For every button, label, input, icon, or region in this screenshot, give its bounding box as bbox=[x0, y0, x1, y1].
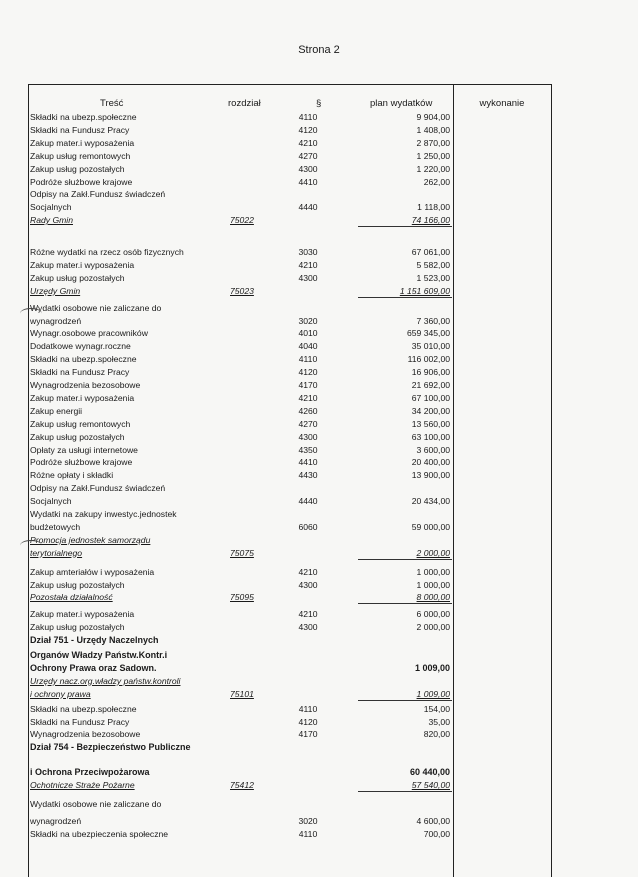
table-row bbox=[28, 521, 552, 534]
row-description: Zakup amteriałów i wyposażenia bbox=[30, 566, 155, 577]
row-plan-amount: 3 600,00 bbox=[416, 444, 450, 455]
row-plan-amount: 9 904,00 bbox=[416, 112, 450, 122]
row-paragraph: 4270 bbox=[298, 150, 318, 161]
row-paragraph: 4430 bbox=[298, 470, 318, 481]
row-chapter: 75412 bbox=[230, 780, 254, 791]
row-description: Ochrony Prawa oraz Sadown. bbox=[30, 662, 157, 673]
punch-hole-mark bbox=[20, 308, 42, 319]
table-row bbox=[28, 815, 552, 828]
row-plan-amount: 262,00 bbox=[423, 176, 450, 187]
row-paragraph: 3020 bbox=[298, 315, 318, 326]
row-plan-amount: 659 345,00 bbox=[406, 328, 450, 339]
row-plan-amount: 1 408,00 bbox=[416, 124, 450, 135]
row-plan-amount: 820,00 bbox=[423, 729, 450, 740]
row-plan-amount: 116 002,00 bbox=[407, 354, 450, 365]
row-description: Zakup usług pozostałych bbox=[30, 579, 125, 590]
table-row bbox=[28, 469, 552, 482]
row-description: Socjalnych bbox=[30, 202, 72, 213]
row-paragraph: 4110 bbox=[298, 703, 318, 714]
punch-hole-mark bbox=[20, 540, 42, 551]
row-paragraph: 4120 bbox=[298, 124, 318, 135]
header-execution: wykonanie bbox=[479, 98, 525, 109]
row-description: Opłaty za usługi internetowe bbox=[30, 444, 138, 455]
table-row bbox=[28, 201, 552, 214]
row-plan-amount: 1 000,00 bbox=[416, 579, 450, 590]
row-paragraph: 4120 bbox=[298, 367, 318, 378]
row-description: Dział 751 - Urzędy Naczelnych bbox=[30, 635, 159, 646]
header-chapter: rozdział bbox=[228, 98, 261, 109]
row-description: Urzędy nacz.org.władzy państw.kontroli bbox=[30, 675, 181, 686]
row-description: Zakup usług pozostałych bbox=[30, 272, 125, 283]
row-plan-amount: 13 900,00 bbox=[411, 470, 450, 481]
row-description: Składki na ubezp.społeczne bbox=[30, 703, 137, 714]
subtotal-underline bbox=[358, 226, 452, 227]
row-description: Składki na ubezpieczenia społeczne bbox=[30, 828, 169, 839]
row-description: i Ochrona Przeciwpożarowa bbox=[30, 767, 150, 778]
table-row bbox=[28, 608, 552, 621]
table-row bbox=[28, 508, 552, 521]
row-description: Zakup mater.i wyposażenia bbox=[30, 137, 135, 148]
row-description: Składki na Fundusz Pracy bbox=[30, 367, 130, 378]
table-row bbox=[28, 579, 552, 592]
row-description: Zakup mater.i wyposażenia bbox=[30, 609, 135, 620]
row-description: Zakup energii bbox=[30, 405, 83, 416]
table-row bbox=[28, 482, 552, 495]
row-paragraph: 4440 bbox=[298, 202, 318, 213]
row-paragraph: 4210 bbox=[298, 259, 318, 270]
table-row bbox=[28, 703, 552, 716]
table-row bbox=[28, 111, 552, 124]
table-row bbox=[28, 456, 552, 469]
row-paragraph: 4170 bbox=[298, 380, 318, 390]
table-row bbox=[28, 302, 552, 315]
row-plan-amount: 74 166,00 bbox=[411, 215, 450, 226]
table-row bbox=[28, 405, 552, 418]
row-plan-amount: 35 010,00 bbox=[411, 341, 450, 352]
table-row bbox=[28, 766, 552, 779]
row-description: Zakup usług pozostałych bbox=[30, 431, 125, 442]
row-description: Wynagrodzenia bezosobowe bbox=[30, 729, 141, 740]
row-plan-amount: 1 250,00 bbox=[416, 150, 450, 161]
header-plan: plan wydatków bbox=[370, 98, 433, 109]
row-paragraph: 3030 bbox=[298, 247, 318, 257]
row-description: Urzędy Gmin bbox=[30, 285, 81, 296]
table-row bbox=[28, 534, 552, 547]
row-description: Zakup usług remontowych bbox=[30, 150, 131, 161]
table-row bbox=[28, 649, 552, 662]
row-paragraph: 4410 bbox=[298, 176, 318, 187]
row-plan-amount: 2 870,00 bbox=[416, 137, 450, 148]
row-plan-amount: 67 100,00 bbox=[411, 392, 450, 403]
row-description: Ochotnicze Straże Pożarne bbox=[30, 780, 135, 791]
row-description: terytorialnego bbox=[30, 547, 83, 558]
row-description: Zakup mater.i wyposażenia bbox=[30, 392, 135, 403]
row-description: Różne wydatki na rzecz osób fizycznych bbox=[30, 247, 184, 257]
row-paragraph: 4110 bbox=[298, 112, 318, 122]
row-plan-amount: 13 560,00 bbox=[411, 418, 450, 429]
row-paragraph: 4440 bbox=[298, 496, 318, 507]
subtotal-underline bbox=[358, 791, 452, 792]
row-description: Wydatki osobowe nie zaliczane do bbox=[30, 302, 162, 313]
table-row bbox=[28, 353, 552, 366]
row-description: Podróże służbowe krajowe bbox=[30, 176, 133, 187]
subtotal-underline bbox=[358, 297, 452, 298]
row-plan-amount: 6 000,00 bbox=[416, 609, 450, 620]
table-row bbox=[28, 634, 552, 647]
table-row bbox=[28, 379, 552, 392]
row-description: Składki na Fundusz Pracy bbox=[30, 716, 130, 727]
table-row bbox=[28, 662, 552, 675]
table-row bbox=[28, 259, 552, 272]
row-paragraph: 4110 bbox=[298, 828, 318, 839]
row-plan-amount: 1 118,00 bbox=[417, 202, 450, 213]
row-description: Promocja jednostek samorządu bbox=[30, 534, 151, 545]
row-plan-amount: 21 692,00 bbox=[411, 380, 450, 390]
row-paragraph: 4300 bbox=[298, 431, 318, 442]
table-row bbox=[28, 828, 552, 841]
table-row bbox=[28, 176, 552, 189]
row-paragraph: 4300 bbox=[298, 579, 318, 590]
table-row bbox=[28, 716, 552, 729]
row-description: Składki na Fundusz Pracy bbox=[30, 124, 130, 135]
row-description: Socjalnych bbox=[30, 496, 72, 507]
row-plan-amount: 7 360,00 bbox=[416, 315, 450, 326]
row-paragraph: 4270 bbox=[298, 418, 318, 429]
row-description: Pozostała działalność bbox=[30, 592, 113, 603]
table-row bbox=[28, 418, 552, 431]
row-chapter: 75101 bbox=[230, 688, 254, 699]
row-plan-amount: 1 523,00 bbox=[416, 272, 450, 283]
row-plan-amount: 16 906,00 bbox=[411, 367, 450, 378]
row-plan-amount: 59 000,00 bbox=[411, 521, 450, 532]
row-description: Wynagrodzenia bezosobowe bbox=[30, 380, 141, 390]
header-paragraph: § bbox=[316, 98, 322, 109]
row-description: Wydatki na zakupy inwestyc.jednostek bbox=[30, 509, 177, 519]
row-description: Składki na ubezp.społeczne bbox=[30, 112, 137, 122]
subtotal-underline bbox=[358, 559, 452, 560]
row-plan-amount: 1 220,00 bbox=[416, 163, 450, 174]
row-description: i ochrony prawa bbox=[30, 688, 91, 699]
row-description: Zakup usług pozostałych bbox=[30, 163, 125, 174]
row-paragraph: 4120 bbox=[298, 716, 318, 727]
table-row bbox=[28, 547, 552, 560]
row-plan-amount: 1 151 609,00 bbox=[399, 285, 450, 296]
table-row bbox=[28, 741, 552, 754]
row-description: Składki na ubezp.społeczne bbox=[30, 354, 137, 365]
row-paragraph: 4210 bbox=[298, 137, 318, 148]
row-description: Rady Gmin bbox=[30, 215, 73, 226]
table-row bbox=[28, 728, 552, 741]
table-top-border bbox=[28, 84, 552, 85]
row-paragraph: 4210 bbox=[298, 566, 318, 577]
row-plan-amount: 1 009,00 bbox=[414, 662, 450, 673]
row-description: wynagrodzeń bbox=[30, 315, 82, 326]
table-row bbox=[28, 392, 552, 405]
table-row bbox=[28, 621, 552, 634]
row-paragraph: 4210 bbox=[298, 609, 318, 620]
row-description: Różne opłaty i składki bbox=[30, 470, 114, 481]
row-paragraph: 4210 bbox=[298, 392, 318, 403]
table-row bbox=[28, 591, 552, 604]
row-paragraph: 4260 bbox=[298, 405, 318, 416]
row-description: Organów Władzy Państw.Kontr.i bbox=[30, 650, 168, 660]
table-row bbox=[28, 124, 552, 137]
row-plan-amount: 63 100,00 bbox=[411, 431, 450, 442]
expense-table bbox=[28, 84, 552, 877]
row-paragraph: 6060 bbox=[298, 521, 318, 532]
row-plan-amount: 67 061,00 bbox=[411, 247, 450, 257]
table-row bbox=[28, 688, 552, 701]
table-row bbox=[28, 566, 552, 579]
row-paragraph: 4350 bbox=[298, 444, 318, 455]
row-paragraph: 4410 bbox=[298, 457, 318, 468]
row-plan-amount: 35,00 bbox=[428, 716, 450, 727]
row-paragraph: 3020 bbox=[298, 815, 318, 826]
header-desc: Treść bbox=[100, 98, 124, 109]
row-chapter: 75023 bbox=[230, 285, 254, 296]
table-row bbox=[28, 137, 552, 150]
table-row bbox=[28, 315, 552, 328]
row-chapter: 75022 bbox=[230, 215, 254, 226]
row-plan-amount: 20 434,00 bbox=[411, 496, 450, 507]
subtotal-underline bbox=[358, 700, 452, 701]
row-description: Odpisy na Zakł.Fundusz świadczeń bbox=[30, 483, 166, 494]
row-paragraph: 4300 bbox=[298, 622, 318, 633]
row-description: wynagrodzeń bbox=[30, 815, 82, 826]
row-description: Dział 754 - Bezpieczeństwo Publiczne bbox=[30, 742, 191, 753]
table-row bbox=[28, 188, 552, 201]
row-description: Wydatki osobowe nie zaliczane do bbox=[30, 799, 162, 809]
table-row bbox=[28, 233, 552, 246]
row-paragraph: 4010 bbox=[298, 328, 318, 339]
table-row bbox=[28, 779, 552, 792]
table-row bbox=[28, 675, 552, 688]
page-number: Strona 2 bbox=[298, 44, 340, 56]
row-description: Zakup usług remontowych bbox=[30, 418, 131, 429]
row-description: Zakup usług pozostałych bbox=[30, 622, 125, 633]
row-plan-amount: 1 009,00 bbox=[416, 688, 450, 699]
row-plan-amount: 2 000,00 bbox=[416, 547, 450, 558]
row-description: Odpisy na Zakł.Fundusz świadczeń bbox=[30, 189, 166, 200]
row-plan-amount: 4 600,00 bbox=[416, 815, 450, 826]
row-paragraph: 4170 bbox=[298, 729, 318, 740]
row-plan-amount: 700,00 bbox=[423, 828, 450, 839]
row-description: Podróże służbowe krajowe bbox=[30, 457, 133, 468]
table-row bbox=[28, 431, 552, 444]
table-row bbox=[28, 272, 552, 285]
row-plan-amount: 5 582,00 bbox=[416, 259, 450, 270]
table-row bbox=[28, 246, 552, 259]
row-plan-amount: 20 400,00 bbox=[411, 457, 450, 468]
row-plan-amount: 57 540,00 bbox=[411, 780, 450, 791]
row-paragraph: 4040 bbox=[298, 341, 318, 352]
row-plan-amount: 2 000,00 bbox=[416, 622, 450, 633]
row-plan-amount: 8 000,00 bbox=[416, 592, 450, 603]
row-plan-amount: 1 000,00 bbox=[416, 566, 450, 577]
table-row bbox=[28, 163, 552, 176]
table-row bbox=[28, 366, 552, 379]
table-row bbox=[28, 214, 552, 227]
row-description: Dodatkowe wynagr.roczne bbox=[30, 341, 131, 352]
row-description: budżetowych bbox=[30, 521, 81, 532]
table-row bbox=[28, 285, 552, 298]
subtotal-underline bbox=[358, 603, 452, 604]
table-row bbox=[28, 327, 552, 340]
row-paragraph: 4300 bbox=[298, 272, 318, 283]
table-row bbox=[28, 495, 552, 508]
table-row bbox=[28, 340, 552, 353]
row-plan-amount: 60 440,00 bbox=[409, 767, 450, 778]
row-chapter: 75075 bbox=[230, 547, 254, 558]
row-plan-amount: 154,00 bbox=[423, 703, 450, 714]
row-plan-amount: 34 200,00 bbox=[411, 405, 450, 416]
row-chapter: 75095 bbox=[230, 592, 254, 603]
row-paragraph: 4300 bbox=[298, 163, 318, 174]
row-paragraph: 4110 bbox=[298, 354, 318, 365]
row-description: Zakup mater.i wyposażenia bbox=[30, 259, 135, 270]
table-row bbox=[28, 798, 552, 811]
row-description: Wynagr.osobowe pracowników bbox=[30, 328, 148, 339]
table-row bbox=[28, 150, 552, 163]
table-row bbox=[28, 444, 552, 457]
